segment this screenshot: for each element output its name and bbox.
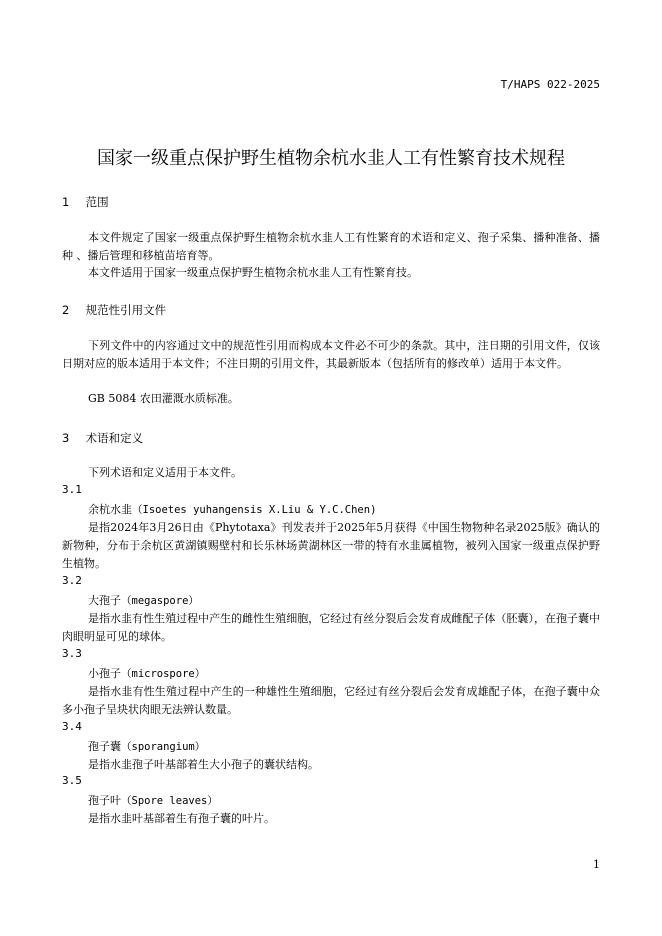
term-definition: 是指2024年3月26日由《Phytotaxa》刊发表并于2025年5月获得《中国生物物种名录2025版》确认的新物种，分布于余杭区黄湖镇赐壁村和长乐林场黄湖林区一带的特有水韭属植物，被列入国家一级重点保护野生植物。: [62, 521, 600, 570]
term-number: 3.1: [62, 483, 82, 496]
term-name-zh: 余杭水韭: [88, 503, 132, 516]
section-number: 2: [62, 303, 70, 317]
document-title: 国家一级重点保护野生植物余杭水韭人工有性繁育技术规程: [97, 148, 565, 169]
section-3-intro: 下列术语和定义适用于本文件。: [88, 466, 242, 479]
page-number: 1: [593, 858, 600, 871]
term-number: 3.5: [62, 774, 82, 787]
term-name: [88, 738, 205, 754]
term-name-en: （megaspore）: [121, 595, 199, 607]
section-title: 术语和定义: [85, 431, 144, 445]
term-definition: 是指水韭有性生殖过程中产生的一种雄性生殖细胞，它经过有丝分裂后会发育成雄配子体，在孢子囊中众多小孢子呈块状肉眼无法辨认数量。: [62, 685, 600, 716]
term-definition: 是指水韭有性生殖过程中产生的雌性生殖细胞，它经过有丝分裂后会发育成雌配子体（胚囊），在孢子囊中肉眼明显可见的球体。: [62, 612, 600, 643]
section-1-paragraph-2: 本文件适用于国家一级重点保护野生植物余杭水韭人工有性繁育技。: [88, 266, 418, 279]
section-3-heading: [62, 430, 143, 446]
term-name-en: （microspore）: [121, 668, 206, 680]
section-1-heading: [62, 194, 109, 210]
term-name-en: （Isoetes yuhangensis X.Liu & Y.C.Chen): [132, 504, 377, 516]
term-name-zh: 孢子囊: [88, 740, 121, 753]
term-definition: 是指水韭叶基部着生有孢子囊的叶片。: [88, 812, 275, 825]
term-number: 3.4: [62, 720, 82, 733]
term-number: 3.3: [62, 647, 82, 660]
term-name-zh: 大孢子: [88, 594, 121, 607]
section-2-heading: [62, 302, 166, 318]
term-name: [88, 665, 205, 681]
section-2-paragraph-1: 下列文件中的内容通过文中的规范性引用而构成本文件必不可少的条款。其中，注日期的引用文件，仅该日期对应的版本适用于本文件；不注日期的引用文件，其最新版本（包括所有的修改单）适用于本文件。: [62, 339, 600, 370]
term-name: [88, 501, 376, 517]
section-title: 范围: [85, 195, 109, 209]
term-name-en: （sporangium）: [121, 741, 206, 753]
section-2-paragraph-2: GB 5084 农田灌溉水质标准。: [88, 392, 239, 405]
doc-code: T/HAPS 022-2025: [500, 78, 600, 91]
section-number: 3: [62, 431, 70, 445]
term-name-en: （Spore leaves）: [121, 795, 218, 807]
section-1-paragraph-1: 本文件规定了国家一级重点保护野生植物余杭水韭人工有性繁育的术语和定义、孢子采集、播种准备、播种 、播后管理和移植苗培育等。: [62, 231, 600, 262]
term-name: [88, 592, 199, 608]
term-definition: 是指水韭孢子叶基部着生大小孢子的囊状结构。: [88, 758, 319, 771]
term-name-zh: 孢子叶: [88, 794, 121, 807]
section-title: 规范性引用文件: [85, 303, 167, 317]
term-name: [88, 792, 218, 808]
term-name-zh: 小孢子: [88, 667, 121, 680]
section-number: 1: [62, 195, 70, 209]
term-number: 3.2: [62, 574, 82, 587]
